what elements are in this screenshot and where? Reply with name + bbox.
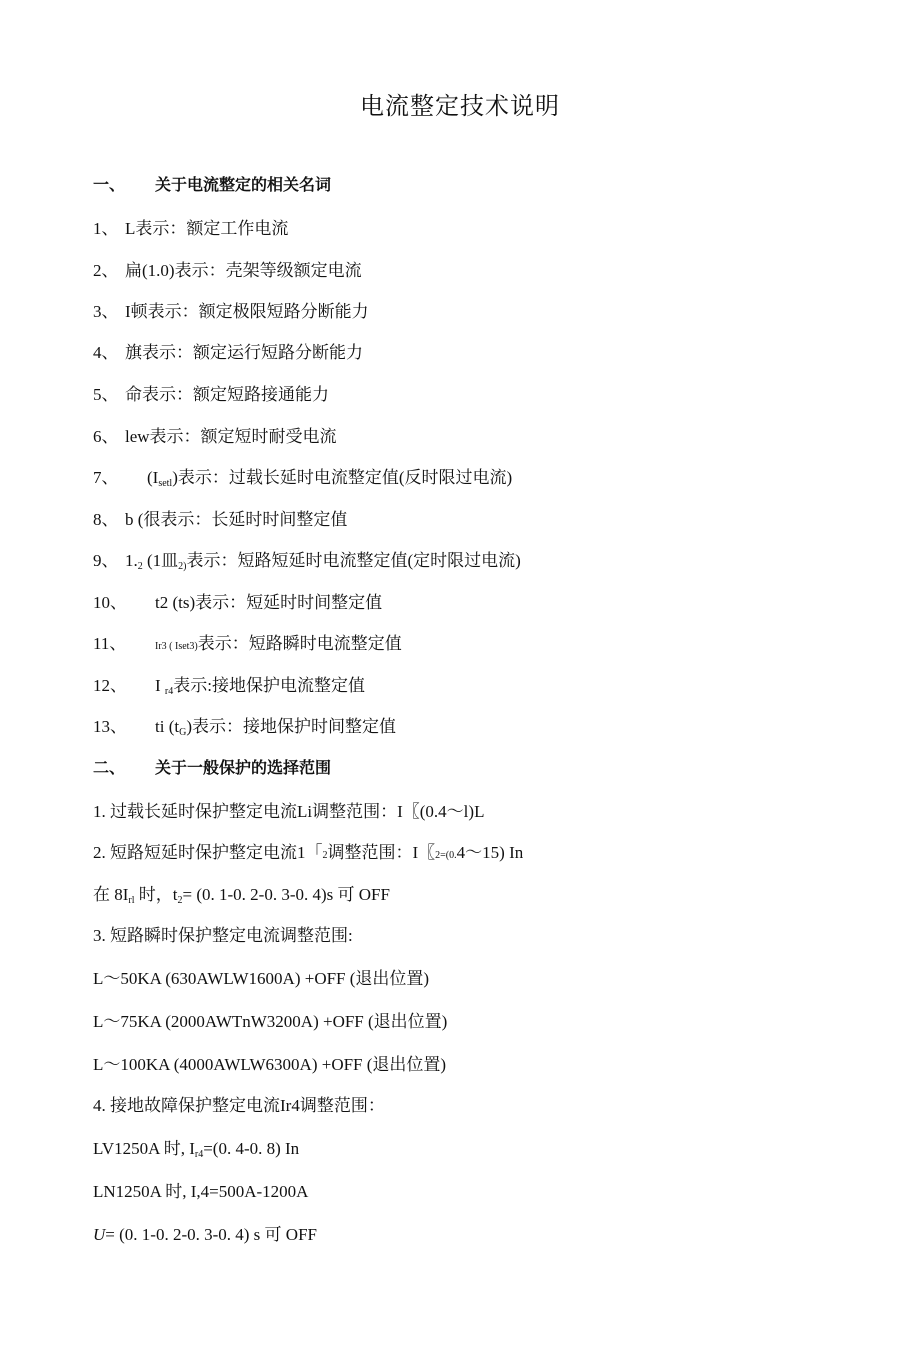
range-line: 4. 接地故障保护整定电流Ir4调整范围： (93, 1096, 385, 1115)
range-text: 4〜15) In (456, 843, 524, 862)
range-text: = (0. 1-0. 2-0. 3-0. 4)s 可 OFF (182, 885, 390, 904)
section-label: 关于电流整定的相关名词 (155, 175, 332, 194)
item-text: 旗表示：额定运行短路分断能力 (125, 343, 363, 362)
item-number: 9、 (93, 551, 119, 570)
item-number: 12、 (93, 676, 127, 695)
item-number: 5、 (93, 385, 119, 404)
item-number: 11、 (93, 634, 127, 653)
range-text: LV1250A 时, I (93, 1139, 195, 1158)
item-text: I顿表示：额定极限短路分断能力 (125, 302, 369, 321)
range-line: L〜50KA (630AWLW1600A) +OFF (退出位置) (93, 969, 430, 988)
subscript: 2 (137, 561, 143, 572)
item-number: 13、 (93, 717, 127, 736)
item-text: ti (t (155, 717, 180, 736)
range-line: LN1250A 时, I,4=500A-1200A (93, 1182, 309, 1201)
section-number: 一、 (93, 175, 126, 194)
subscript: r4 (194, 1149, 204, 1160)
subscript: rl (128, 895, 135, 906)
range-text: 2. 短路短延时保护整定电流1「 (93, 843, 323, 862)
section-label: 关于一般保护的选择范围 (155, 758, 332, 777)
range-text: 在 8I (93, 885, 129, 904)
item-number: 7、 (93, 468, 119, 487)
list-item (93, 712, 396, 738)
list-item (93, 629, 402, 654)
item-number: 6、 (93, 427, 119, 446)
item-text: )表示：过载长延时电流整定值(反时限过电流) (172, 468, 513, 487)
subscript: G (179, 727, 187, 738)
item-text: (1皿 (142, 551, 179, 570)
range-line (93, 880, 390, 906)
item-text: lew表示：额定短时耐受电流 (125, 427, 337, 446)
subscript: setl (158, 478, 173, 489)
item-text: 扁(1.0)表示：壳架等级额定电流 (125, 261, 362, 280)
list-item (93, 546, 521, 572)
item-text: 命表示：额定短路接通能力 (125, 385, 329, 404)
item-text: I (155, 676, 165, 695)
item-text: b (很表示：长延时时间整定值 (125, 510, 348, 529)
item-number: 2、 (93, 261, 119, 280)
item-number: 4、 (93, 343, 119, 362)
item-text: 1. (125, 551, 138, 570)
list-item (93, 422, 337, 447)
range-symbol: 2 (322, 850, 328, 861)
list-item (93, 505, 347, 530)
list-item (93, 214, 288, 239)
subscript: r4 (164, 686, 174, 697)
range-line: 1. 过载长延时保护整定电流Li调整范围：I〖(0.4〜l)L (93, 802, 485, 821)
range-line (93, 1134, 299, 1160)
list-item (93, 463, 512, 489)
list-item (93, 338, 363, 363)
range-symbol: U (93, 1225, 106, 1244)
section-number: 二、 (93, 758, 126, 777)
range-text: = (0. 1-0. 2-0. 3-0. 4) s 可 OFF (105, 1225, 317, 1244)
item-text: 表示:接地保护电流整定值 (173, 676, 365, 695)
range-line (93, 838, 523, 863)
page-title: 电流整定技术说明 (360, 94, 560, 120)
range-symbol: 2=(0. (435, 850, 457, 861)
subscript: 2 (177, 895, 183, 906)
item-number: 1、 (93, 219, 119, 238)
list-item (93, 256, 362, 281)
range-text: =(0. 4-0. 8) In (203, 1139, 300, 1158)
section-heading-2 (93, 755, 331, 778)
subscript: 2) (178, 561, 187, 572)
range-text: 调整范围：I〖 (327, 843, 436, 862)
item-text: L表示：额定工作电流 (125, 219, 289, 238)
item-text: )表示：接地保护时间整定值 (186, 717, 396, 736)
range-line: L〜100KA (4000AWLW6300A) +OFF (退出位置) (93, 1055, 447, 1074)
item-text: 表示：短路短延时电流整定值(定时限过电流) (186, 551, 521, 570)
item-text: (I (147, 468, 159, 487)
item-text: 表示：短路瞬时电流整定值 (197, 634, 402, 653)
item-number: 3、 (93, 302, 119, 321)
list-item (93, 588, 382, 613)
range-line: 3. 短路瞬时保护整定电流调整范围: (93, 926, 353, 945)
range-line: L〜75KA (2000AWTnW3200A) +OFF (退出位置) (93, 1012, 448, 1031)
list-item (93, 671, 365, 697)
item-symbol: Ir3 ( Iset3) (155, 641, 198, 652)
item-number: 8、 (93, 510, 119, 529)
section-heading-1 (93, 172, 331, 195)
range-line (93, 1220, 317, 1245)
list-item (93, 297, 369, 322)
range-text: 时，t (134, 885, 178, 904)
item-text: t2 (ts)表示：短延时时间整定值 (155, 593, 383, 612)
item-number: 10、 (93, 593, 127, 612)
list-item (93, 380, 329, 405)
